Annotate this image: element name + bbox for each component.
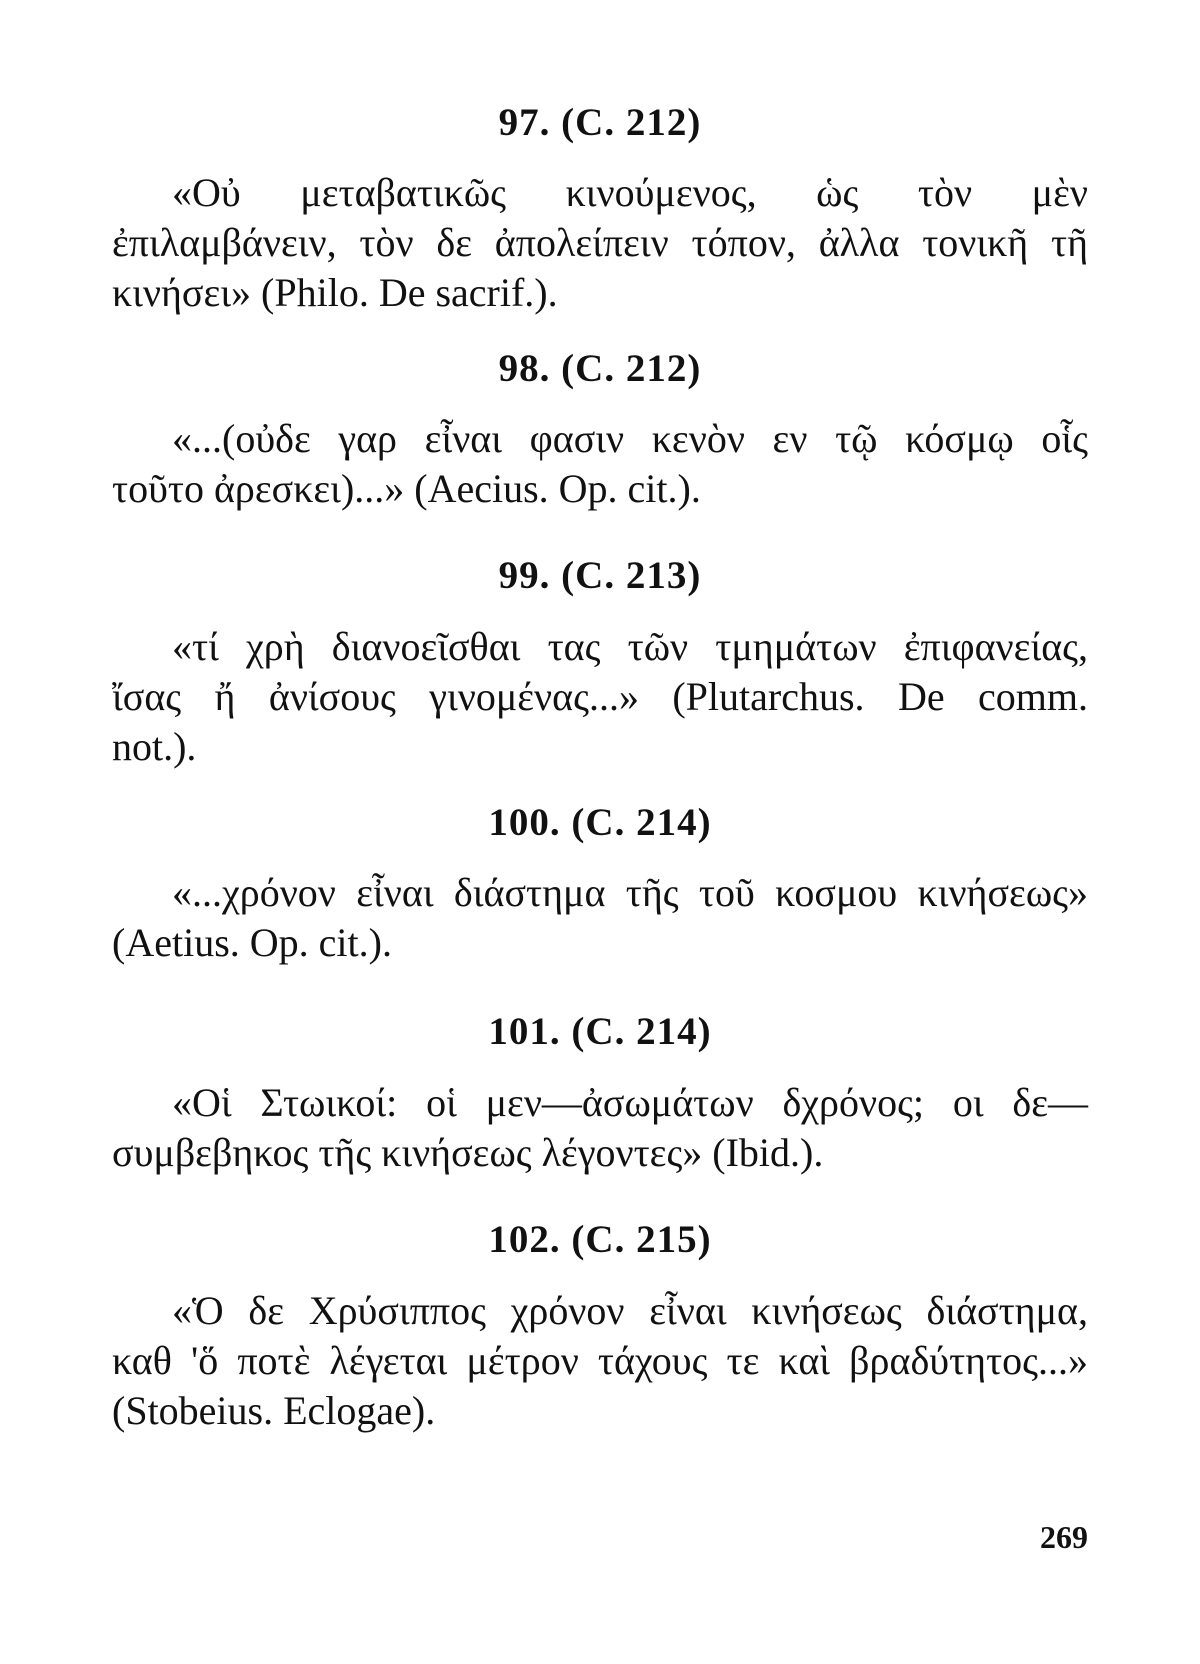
quote-line: «τί χρὴ διανοεῖσθαι τας τῶν τμημάτων ἐπιφανείας, xyxy=(172,624,1088,669)
quote-line: κινήσει» (Philo. De sacrif.). xyxy=(112,270,558,315)
entry-heading-101: 101. (C. 214) xyxy=(488,1010,712,1053)
quote-line: «...χρόνον εἶναι διάστημα τῆς τοῦ κοσμου κινήσεως» xyxy=(172,870,1088,915)
quote-line: (Aetius. Op. cit.). xyxy=(112,920,392,965)
page-number: 269 xyxy=(1040,1519,1088,1555)
entry-quote-99 xyxy=(112,622,1088,772)
entry-quote-100 xyxy=(112,868,1088,968)
quote-line: «Οἱ Στωικοί: οἱ μεν—ἀσωμάτων δχρόνος; οι δε— xyxy=(172,1080,1088,1125)
quote-line: τοῦτο ἀρεσκει)...» (Aecius. Op. cit.). xyxy=(112,466,701,511)
entry-heading-99: 99. (C. 213) xyxy=(498,554,702,597)
entry-quote-98 xyxy=(112,414,1088,514)
entry-heading-100: 100. (C. 214) xyxy=(488,801,712,844)
entry-heading-97: 97. (C. 212) xyxy=(498,101,702,144)
quote-line: καθ 'ὅ ποτὲ λέγεται μέτρον τάχους τε καὶ βραδύτητος...» xyxy=(112,1338,1088,1383)
quote-line: «Ὁ δε Χρύσιππος χρόνον εἶναι κινήσεως διάστημα, xyxy=(172,1288,1088,1333)
quote-line: συμβεβηκος τῆς κινήσεως λέγοντες» (Ibid.). xyxy=(112,1130,824,1175)
entry-quote-102 xyxy=(112,1286,1088,1436)
quote-line: (Stobeius. Eclogae). xyxy=(112,1388,436,1433)
entry-heading-98: 98. (C. 212) xyxy=(498,347,702,390)
quote-line: «...(οὐδε γαρ εἶναι φασιν κενὸν εν τῷ κόσμῳ οἷς xyxy=(172,416,1088,461)
quote-line: ἴσας ἤ ἀνίσους γινομένας...» (Plutarchus. De comm. xyxy=(112,674,1088,719)
quote-line: not.). xyxy=(112,724,197,769)
entry-quote-101 xyxy=(112,1078,1088,1178)
quote-line: ἐπιλαμβάνειν, τὸν δε ἀπολείπειν τόπον, ἀλλα τονικῆ τῆ xyxy=(112,220,1088,265)
entry-heading-102: 102. (C. 215) xyxy=(488,1218,712,1261)
quote-line: «Οὐ μεταβατικῶς κινούμενος, ὡς τὸν μὲν xyxy=(172,170,1088,215)
entry-quote-97 xyxy=(112,168,1088,318)
